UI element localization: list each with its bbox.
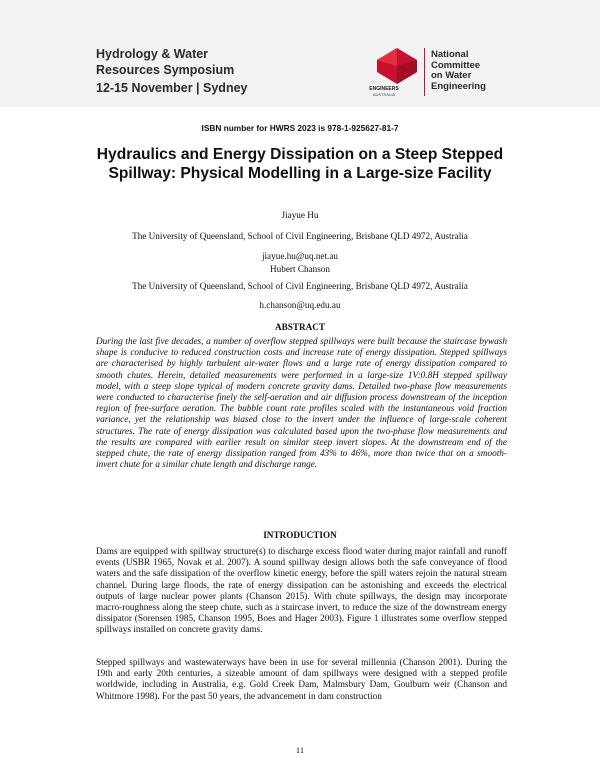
author-2-affiliation: The University of Queensland, School of Civil Engineering, Brisbane QLD 4972, Australia xyxy=(132,281,468,291)
author-2-email[interactable]: h.chanson@uq.edu.au xyxy=(259,300,341,310)
committee-name xyxy=(431,50,486,92)
author-2-name: Hubert Chanson xyxy=(270,264,330,274)
paper-title: Hydraulics and Energy Dissipation on a Steep Stepped Spillway: Physical Modelling in a Large-size Facility xyxy=(96,146,504,182)
symposium-dates: 12-15 November | Sydney xyxy=(96,81,248,95)
author-1-name: Jiayue Hu xyxy=(281,210,319,220)
intro-paragraph-2: Stepped spillways and wastewaterways have been in use for several millennia (Chanson 2001). During the 19th and early 20th centuries, a sizeable amount of dam spillways were designed with a stepped profile worldwide, including in Australia, e.g. Gold Creek Dam, Malmsbury Dam, Goulburn weir (Chanson and Whitmore 1998). For the past 50 years, the advancement in dam construction xyxy=(96,658,507,702)
intro-paragraph-1: Dams are equipped with spillway structure(s) to discharge excess flood water during major rainfall and runoff events (USBR 1965, Novak et al. 2007). A sound spillway design allows both the safe conveyance of flood waters and the safe dissipation of the overflow kinetic energy, before the spill waters rejoin the natural stream channel. During large floods, the rate of energy dissipation can be astonishing and exceeds the electrical outputs of large nuclear power plants (Chanson 2015). With chute spillways, the design may incorporate macro-roughness along the steep chute, such as a staircase invert, to reduce the size of the downstream energy dissipator (Sorensen 1985, Chanson 1995, Boes and Hager 2003). Figure 1 illustrates some overflow stepped spillways installed on concrete gravity dams. xyxy=(96,547,507,636)
symposium-header xyxy=(0,0,600,107)
symposium-title xyxy=(96,46,247,96)
logo-text: ENGINEERS xyxy=(369,86,399,92)
introduction-heading: INTRODUCTION xyxy=(263,530,337,540)
committee-line-1: National xyxy=(431,49,469,60)
author-1-email[interactable]: jiayue.hu@uq.net.au xyxy=(261,251,339,261)
abstract-body: During the last five decades, a number of overflow stepped spillways were built because the staircase bywash shape is conducive to reduced construction costs and increase rate of energy dissipation. Stepped spillways are characterised by highly turbulent air-water flows and a large rate of energy dissipation compared to smooth chutes. Herein, detailed measurements were performed in a large-size 1V:0.8H stepped spillway model, with a steep slope typical of modern concrete gravity dams. Detailed two-phase flow measurements were conducted to characterise finely the self-aeration and air diffusion process downstream of the inception region of free-surface aeration. The bubble count rate profiles scaled with the instantaneous void fraction variance, yet the relationship was biased close to the invert under the influence of large-scale coherent structures. The rate of energy dissipation was calculated based upon the two-phase flow measurements and the results are compared with earlier result on similar steep invert slopes. At the downstream end of the stepped chute, the rate of energy dissipation ranged from 43% to 46%, more than twice that on a smooth-invert chute for a similar chute length and discharge range. xyxy=(96,337,507,471)
abstract-heading: ABSTRACT xyxy=(274,322,326,332)
page-number: 11 xyxy=(295,745,305,755)
isbn-line: ISBN number for HWRS 2023 is 978-1-925627-81-7 xyxy=(201,123,399,133)
header-divider xyxy=(424,48,425,96)
author-1-affiliation: The University of Queensland, School of Civil Engineering, Brisbane QLD 4972, Australia xyxy=(132,231,468,241)
committee-line-2: Committee xyxy=(431,59,481,71)
committee-line-4: Engineering xyxy=(431,80,486,92)
symposium-line-2: Resources Symposium xyxy=(96,63,235,77)
logo-subtext: AUSTRALIA xyxy=(372,92,396,97)
committee-line-3: on Water xyxy=(431,70,472,81)
symposium-line-1: Hydrology & Water xyxy=(96,47,209,61)
